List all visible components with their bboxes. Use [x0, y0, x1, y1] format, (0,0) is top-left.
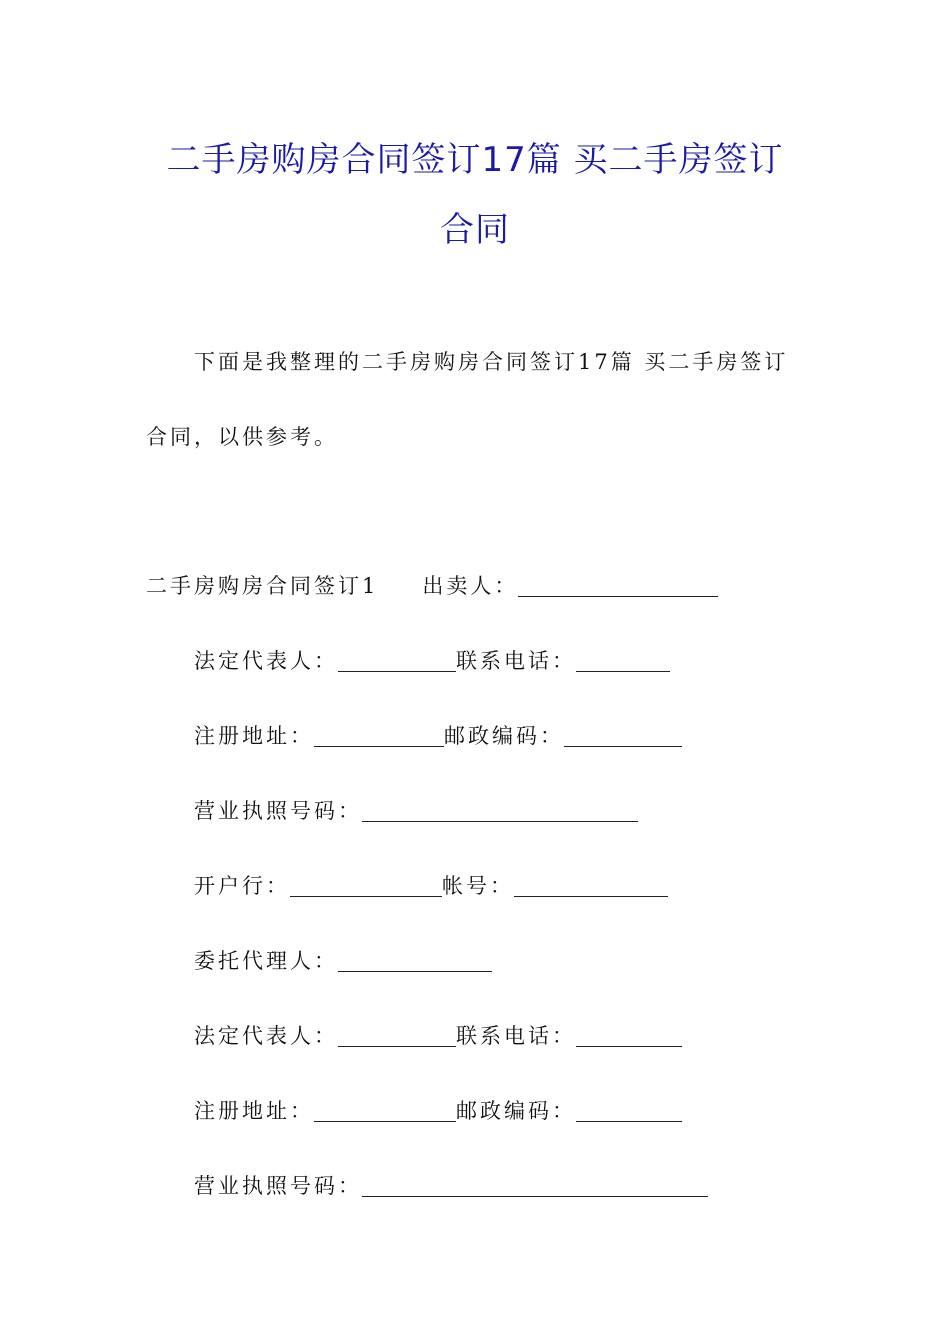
agent-label: 委托代理人：	[194, 949, 338, 973]
legal-rep-blank[interactable]	[338, 653, 456, 672]
intro-line-2: 合同，以供参考。	[146, 425, 338, 449]
postcode-label: 邮政编码：	[456, 1099, 576, 1123]
bank-label: 开户行：	[194, 874, 290, 898]
phone-label: 联系电话：	[456, 1024, 576, 1048]
postcode-label: 邮政编码：	[444, 724, 564, 748]
agent-blank[interactable]	[338, 953, 492, 972]
phone-label: 联系电话：	[456, 649, 576, 673]
intro-line-1: 下面是我整理的二手房购房合同签订17篇 买二手房签订	[194, 350, 789, 374]
legal-rep-label: 法定代表人：	[194, 1024, 338, 1048]
license-label: 营业执照号码：	[194, 799, 362, 823]
account-blank[interactable]	[514, 878, 668, 897]
postcode-blank[interactable]	[576, 1103, 682, 1122]
field-row	[194, 870, 668, 900]
legal-rep-label: 法定代表人：	[194, 649, 338, 673]
seller-blank[interactable]	[518, 578, 718, 597]
bank-blank[interactable]	[290, 878, 442, 897]
postcode-blank[interactable]	[564, 728, 682, 747]
field-row	[194, 1170, 708, 1200]
address-label: 注册地址：	[194, 1099, 314, 1123]
phone-blank[interactable]	[576, 1028, 682, 1047]
address-blank[interactable]	[314, 1103, 456, 1122]
phone-blank[interactable]	[576, 653, 670, 672]
license-blank[interactable]	[362, 803, 638, 822]
field-row	[194, 645, 670, 675]
document-title-line-2: 合同	[440, 210, 510, 250]
contract-heading-row	[146, 570, 718, 600]
license-blank[interactable]	[362, 1178, 708, 1197]
contract-heading: 二手房购房合同签订1	[146, 574, 379, 598]
document-title-line-1: 二手房购房合同签订17篇 买二手房签订	[166, 140, 784, 180]
field-row	[194, 945, 492, 975]
address-label: 注册地址：	[194, 724, 314, 748]
license-label: 营业执照号码：	[194, 1174, 362, 1198]
account-label: 帐号：	[442, 874, 514, 898]
address-blank[interactable]	[314, 728, 444, 747]
field-row	[194, 795, 638, 825]
field-row	[194, 1020, 682, 1050]
legal-rep-blank[interactable]	[338, 1028, 456, 1047]
field-row	[194, 720, 682, 750]
field-row	[194, 1095, 682, 1125]
seller-label: 出卖人：	[422, 574, 519, 598]
